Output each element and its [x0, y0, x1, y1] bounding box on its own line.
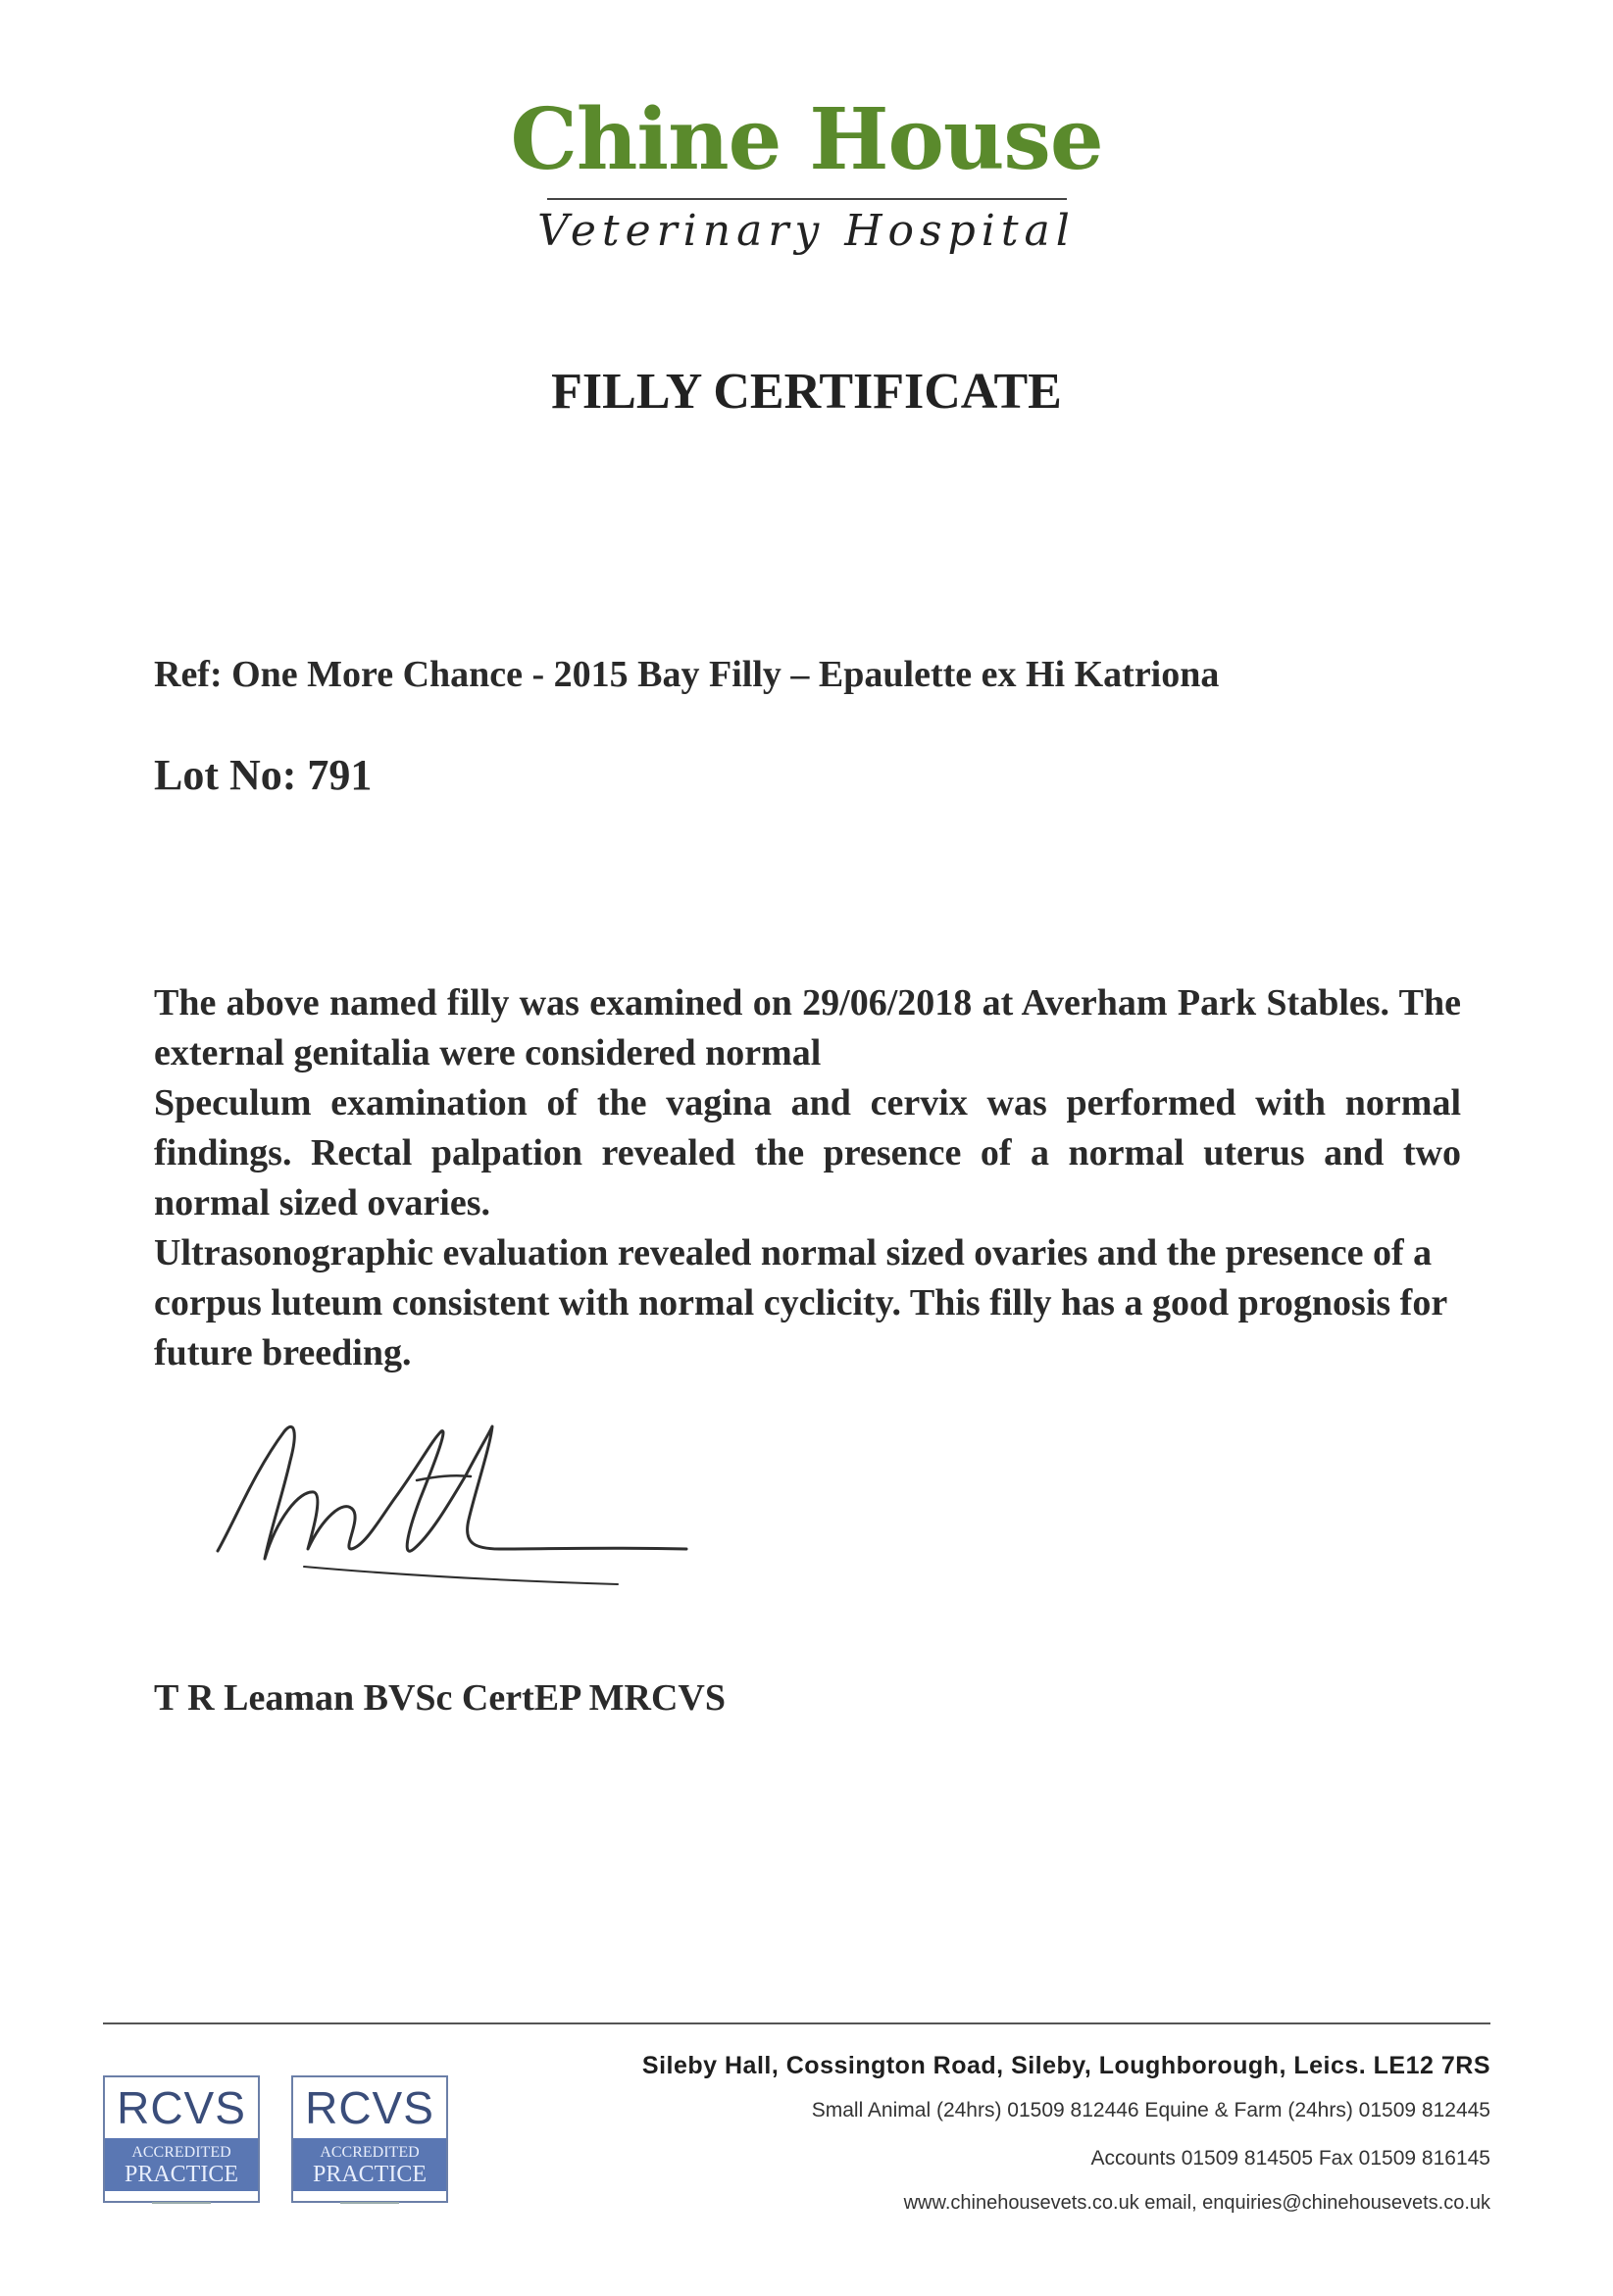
document-title: FILLY CERTIFICATE	[551, 364, 1062, 420]
practice-name: Chine House	[510, 90, 1103, 189]
rcvs-accredited-badge	[103, 2075, 260, 2203]
practice-subtitle: Veterinary Hospital	[537, 206, 1076, 256]
rcvs-accredited-badge	[291, 2075, 448, 2203]
report-paragraph-1: The above named filly was examined on 29/06/2018 at Averham Park Stables. The external genitalia were considered normal	[154, 982, 1461, 1073]
report-paragraph-2: Speculum examination of the vagina and cervix was performed with normal findings. Rectal palpation revealed the presence of a normal uterus and two normal sized ovaries.	[154, 1082, 1461, 1223]
signatory-name: T R Leaman BVSc CertEP MRCVS	[154, 1677, 727, 1719]
badge-band	[293, 2138, 446, 2191]
reference-line: Ref: One More Chance - 2015 Bay Filly – Epaulette ex Hi Katriona	[154, 654, 1220, 695]
badge-line-1: ACCREDITED	[131, 2144, 231, 2161]
examination-report	[154, 978, 1461, 1378]
footer-web-email: www.chinehousevets.co.uk email, enquiries@chinehousevets.co.uk	[903, 2192, 1490, 2214]
footer-accounts: Accounts 01509 814505 Fax 01509 816145	[1090, 2147, 1490, 2170]
letterhead-logo	[0, 90, 1613, 256]
badge-line-1: ACCREDITED	[320, 2144, 420, 2161]
footer-divider	[103, 2022, 1490, 2024]
lot-number: Lot No: 791	[154, 751, 373, 799]
rcvs-mark: RCVS	[117, 2082, 246, 2133]
badge-line-2: PRACTICE	[124, 2162, 238, 2187]
report-paragraph-3: Ultrasonographic evaluation revealed normal sized ovaries and the presence of a corpus luteum consistent with normal cyclicity. This filly has a good prognosis for future breeding.	[154, 1232, 1447, 1373]
rcvs-mark: RCVS	[305, 2082, 434, 2133]
badge-line-2: PRACTICE	[312, 2162, 427, 2187]
logo-divider	[547, 198, 1067, 200]
handwritten-signature	[196, 1402, 706, 1618]
footer-address: Sileby Hall, Cossington Road, Sileby, Loughborough, Leics. LE12 7RS	[641, 2052, 1490, 2079]
badge-band	[105, 2138, 258, 2191]
footer-phones: Small Animal (24hrs) 01509 812446 Equine & Farm (24hrs) 01509 812445	[811, 2099, 1490, 2121]
